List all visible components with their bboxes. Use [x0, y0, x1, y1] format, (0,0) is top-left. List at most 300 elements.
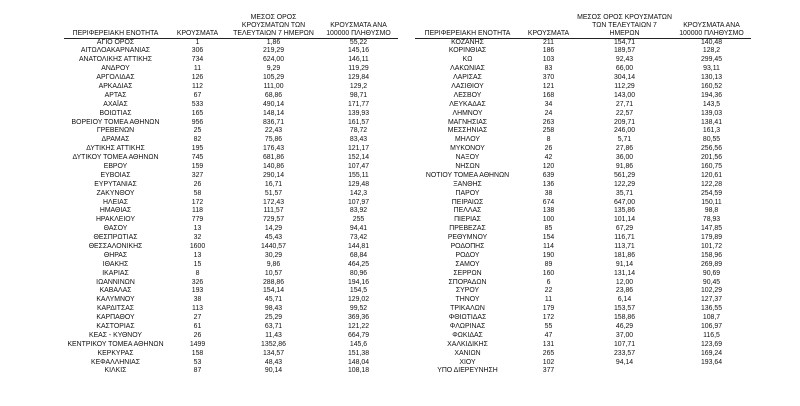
per-100k-cell: 121,22: [347, 322, 370, 330]
per-100k-cell: 256,56: [700, 145, 723, 153]
regional-unit-cell: ΑΧΑΪΑΣ: [103, 100, 128, 108]
seven-day-average-cell: 153,57: [613, 305, 636, 313]
cases-cell: 114: [543, 242, 554, 250]
cases-cell: 258: [542, 127, 555, 135]
seven-day-average-cell: 92,43: [615, 56, 634, 64]
cases-cell: 136: [542, 180, 555, 188]
seven-day-average-cell: 48,43: [264, 358, 283, 366]
table-row: [64, 305, 398, 314]
per-100k-cell: 179,89: [700, 234, 723, 242]
cases-cell: 126: [191, 74, 204, 82]
table-row: [415, 83, 751, 92]
cases-cell: 26: [193, 331, 202, 339]
cases-cell: 13: [193, 251, 202, 259]
header-cases: ΚΡΟΥΣΜΑΤΑ: [520, 14, 577, 39]
table-row: [415, 234, 751, 243]
regional-unit-cell: ΗΛΕΙΑΣ: [103, 198, 128, 206]
regional-unit-cell: ΧΑΝΙΩΝ: [454, 349, 481, 357]
seven-day-average-cell: 9,29: [266, 65, 281, 73]
table-row: [415, 252, 751, 261]
regional-unit-cell: ΑΡΚΑΔΙΑΣ: [98, 82, 133, 90]
cases-cell: 102: [542, 358, 555, 366]
seven-day-average-cell: 10,57: [264, 269, 283, 277]
regional-unit-cell: ΑΡΓΟΛΙΔΑΣ: [96, 74, 135, 82]
table-row: [64, 367, 398, 376]
seven-day-average-cell: 836,71: [262, 118, 285, 126]
cases-cell: 27: [193, 314, 202, 322]
cases-cell: 38: [544, 189, 553, 197]
per-100k-cell: 269,89: [700, 260, 723, 268]
regional-unit-cell: ΚΩ: [462, 56, 473, 64]
per-100k-cell: 83,92: [349, 207, 368, 215]
regional-unit-cell: ΣΥΡΟΥ: [455, 287, 480, 295]
regional-unit-cell: ΚΟΡΙΝΘΙΑΣ: [448, 47, 487, 55]
header-regional-unit: ΠΕΡΙΦΕΡΕΙΑΚΗ ΕΝΟΤΗΤΑ: [64, 14, 167, 39]
per-100k-cell: 171,77: [347, 100, 370, 108]
cases-cell: 1499: [189, 340, 206, 348]
table-row: [415, 279, 751, 288]
per-100k-cell: 122,28: [700, 180, 723, 188]
cases-cell: 11: [544, 296, 553, 304]
regional-unit-cell: ΑΓΙΟ ΟΡΟΣ: [96, 38, 135, 46]
seven-day-average-cell: 51,57: [264, 189, 283, 197]
table-row: [415, 350, 751, 359]
per-100k-cell: 664,79: [347, 331, 370, 339]
seven-day-average-cell: 6,14: [617, 296, 632, 304]
per-100k-cell: 138,41: [700, 118, 723, 126]
table-row: [64, 314, 398, 323]
cases-cell: 8: [195, 269, 200, 277]
per-100k-cell: 101,72: [700, 242, 723, 250]
table-row: [64, 341, 398, 350]
regional-unit-cell: ΜΕΣΣΗΝΙΑΣ: [447, 127, 488, 135]
per-100k-cell: 145,16: [347, 47, 370, 55]
per-100k-cell: 73,42: [349, 234, 368, 242]
cases-cell: 138: [542, 207, 555, 215]
per-100k-cell: 194,16: [347, 278, 370, 286]
seven-day-average-cell: 22,43: [264, 127, 283, 135]
per-100k-cell: 83,43: [349, 136, 368, 144]
regional-unit-cell: ΚΟΖΑΝΗΣ: [451, 38, 484, 46]
seven-day-average-cell: 27,86: [615, 145, 634, 153]
table-row: [64, 252, 398, 261]
cases-cell: 121: [542, 82, 555, 90]
per-100k-cell: 99,52: [349, 305, 368, 313]
per-100k-cell: 107,47: [347, 162, 370, 170]
seven-day-average-cell: 14,29: [264, 225, 283, 233]
table-row: [415, 367, 751, 376]
per-100k-cell: 299,45: [700, 56, 723, 64]
seven-day-average-cell: 154,71: [613, 38, 636, 46]
table-row: [64, 350, 398, 359]
cases-cell: 1: [195, 38, 200, 46]
table-row: [415, 39, 751, 48]
seven-day-average-cell: 63,71: [264, 322, 283, 330]
per-100k-cell: 193,64: [700, 358, 723, 366]
seven-day-average-cell: 304,14: [613, 74, 636, 82]
regional-unit-cell: ΙΩΑΝΝΙΝΩΝ: [96, 278, 135, 286]
seven-day-average-cell: 66,00: [615, 65, 634, 73]
per-100k-cell: 144,81: [347, 242, 370, 250]
seven-day-average-cell: 75,86: [264, 136, 283, 144]
cases-cell: 306: [191, 47, 204, 55]
per-100k-cell: 255: [352, 216, 365, 224]
seven-day-average-cell: 25,29: [264, 314, 283, 322]
cases-cell: 53: [193, 358, 202, 366]
header-cases-per-100k: ΚΡΟΥΣΜΑΤΑ ΑΝΑ 100000 ΠΛΗΘΥΣΜΟ: [672, 14, 751, 39]
regional-unit-cell: ΠΑΡΟΥ: [455, 189, 480, 197]
table-row: [64, 101, 398, 110]
regional-unit-cell: ΛΗΜΝΟΥ: [452, 109, 483, 117]
seven-day-average-cell: 91,86: [615, 162, 634, 170]
regional-unit-cell: ΦΩΚΙΔΑΣ: [452, 331, 483, 339]
table-row: [64, 359, 398, 368]
table-row: [415, 216, 751, 225]
regional-unit-cell: ΚΑΣΤΟΡΙΑΣ: [96, 322, 135, 330]
seven-day-average-cell: 729,57: [262, 216, 285, 224]
seven-day-average-cell: 122,29: [613, 180, 636, 188]
regional-unit-cell: ΠΕΛΛΑΣ: [453, 207, 482, 215]
regional-unit-cell: ΝΑΞΟΥ: [455, 154, 480, 162]
per-100k-cell: 98,71: [349, 91, 368, 99]
per-100k-cell: 121,17: [347, 145, 370, 153]
cases-cell: 34: [544, 100, 553, 108]
cases-cell: 120: [542, 162, 555, 170]
regional-unit-cell: ΚΕΝΤΡΙΚΟΥ ΤΟΜΕΑ ΑΘΗΝΩΝ: [67, 340, 164, 348]
regional-unit-cell: ΥΠΟ ΔΙΕΡΕΥΝΗΣΗ: [437, 367, 498, 375]
per-100k-cell: 136,55: [700, 305, 723, 313]
table-row: [64, 216, 398, 225]
seven-day-average-cell: 45,43: [264, 234, 283, 242]
seven-day-average-cell: 624,00: [262, 56, 285, 64]
regional-unit-cell: ΗΡΑΚΛΕΙΟΥ: [95, 216, 136, 224]
regional-unit-cell: ΚΙΛΚΙΣ: [104, 367, 127, 375]
table-row: [415, 65, 751, 74]
cases-cell: 168: [542, 91, 555, 99]
regional-unit-cell: ΣΕΡΡΩΝ: [453, 269, 482, 277]
table-row: [415, 154, 751, 163]
per-100k-cell: 102,29: [700, 287, 723, 295]
table-row: [64, 190, 398, 199]
per-100k-cell: 123,69: [700, 340, 723, 348]
cases-cell: 103: [542, 56, 555, 64]
table-row: [415, 359, 751, 368]
cases-cell: 58: [193, 189, 202, 197]
table-row: [415, 101, 751, 110]
cases-cell: 326: [191, 278, 204, 286]
regional-unit-cell: ΚΑΛΥΜΝΟΥ: [96, 296, 135, 304]
table-row: [415, 305, 751, 314]
regional-unit-cell: ΠΕΙΡΑΙΩΣ: [451, 198, 484, 206]
per-100k-cell: 129,2: [349, 82, 368, 90]
per-100k-cell: 120,61: [700, 171, 723, 179]
seven-day-average-cell: 46,29: [615, 322, 634, 330]
cases-cell: 83: [544, 65, 553, 73]
seven-day-average-cell: 16,71: [264, 180, 283, 188]
cases-cell: 61: [193, 322, 202, 330]
cases-cell: 160: [542, 269, 555, 277]
cases-cell: 172: [542, 314, 555, 322]
regional-unit-cell: ΑΝΔΡΟΥ: [101, 65, 130, 73]
header-7day-average: ΜΕΣΟΣ ΟΡΟΣ ΚΡΟΥΣΜΑΤΩΝ ΤΩΝ ΤΕΛΕΥΤΑΙΩΝ 7 ΗΜΕΡΩΝ: [228, 14, 319, 39]
table-row: [64, 279, 398, 288]
regional-unit-cell: ΒΟΡΕΙΟΥ ΤΟΜΕΑ ΑΘΗΝΩΝ: [71, 118, 160, 126]
per-100k-cell: 90,69: [702, 269, 721, 277]
table-row: [415, 243, 751, 252]
per-100k-cell: 129,48: [347, 180, 370, 188]
seven-day-average-cell: 176,43: [262, 145, 285, 153]
table-row: [64, 47, 398, 56]
table-row: [415, 270, 751, 279]
per-100k-cell: 201,56: [700, 154, 723, 162]
seven-day-average-cell: 189,57: [613, 47, 636, 55]
per-100k-cell: 151,38: [347, 349, 370, 357]
per-100k-cell: 146,11: [348, 56, 369, 64]
seven-day-average-cell: 112,29: [614, 82, 635, 90]
table-row: [415, 56, 751, 65]
cases-cell: 6: [546, 278, 551, 286]
seven-day-average-cell: 68,86: [264, 91, 283, 99]
cases-cell: 8: [546, 136, 551, 144]
table-row: [64, 181, 398, 190]
per-100k-cell: 78,93: [702, 216, 721, 224]
regional-unit-cell: ΓΡΕΒΕΝΩΝ: [96, 127, 135, 135]
regional-unit-cell: ΘΕΣΠΡΩΤΙΑΣ: [93, 234, 138, 242]
table-row: [64, 110, 398, 119]
cases-cell: 24: [544, 109, 553, 117]
cases-cell: 734: [191, 56, 204, 64]
seven-day-average-cell: 9,86: [266, 260, 281, 268]
regional-unit-cell: ΝΗΣΩΝ: [455, 162, 480, 170]
per-100k-cell: 369,36: [347, 314, 370, 322]
regional-unit-cell: ΝΟΤΙΟΥ ΤΟΜΕΑ ΑΘΗΝΩΝ: [425, 171, 510, 179]
cases-cell: 38: [193, 296, 202, 304]
seven-day-average-cell: [577, 367, 672, 376]
regional-unit-cell: ΙΚΑΡΙΑΣ: [102, 269, 129, 277]
regional-unit-cell: ΧΙΟΥ: [459, 358, 476, 366]
per-100k-cell: 94,41: [349, 225, 368, 233]
table-row: [415, 199, 751, 208]
cases-cell: 190: [542, 251, 555, 259]
seven-day-average-cell: 561,29: [613, 171, 636, 179]
per-100k-cell: 161,57: [347, 118, 370, 126]
regional-unit-cell: ΑΝΑΤΟΛΙΚΗΣ ΑΤΤΙΚΗΣ: [78, 56, 153, 64]
per-100k-cell: 139,93: [347, 109, 370, 117]
per-100k-cell: 106,97: [700, 322, 723, 330]
cases-cell: 26: [544, 145, 553, 153]
cases-cell: 1600: [189, 242, 206, 250]
per-100k-cell: 98,8: [704, 207, 719, 215]
table-row: [415, 119, 751, 128]
regional-unit-cell: ΤΡΙΚΑΛΩΝ: [450, 305, 485, 313]
table-row: [415, 332, 751, 341]
seven-day-average-cell: 490,14: [262, 100, 285, 108]
table-row: [415, 181, 751, 190]
table-row: [64, 270, 398, 279]
cases-cell: 179: [542, 305, 555, 313]
regional-unit-cell: ΕΒΡΟΥ: [103, 162, 128, 170]
header-regional-unit: ΠΕΡΙΦΕΡΕΙΑΚΗ ΕΝΟΤΗΤΑ: [415, 14, 520, 39]
regional-unit-cell: ΧΑΛΚΙΔΙΚΗΣ: [447, 340, 488, 348]
regional-unit-cell: ΜΗΛΟΥ: [455, 136, 480, 144]
regional-unit-cell: ΑΡΤΑΣ: [104, 91, 127, 99]
table-row: [64, 39, 398, 48]
per-100k-cell: 90,45: [702, 278, 721, 286]
per-100k-cell: 154,5: [349, 287, 368, 295]
regional-unit-cell: ΦΛΩΡΙΝΑΣ: [449, 322, 486, 330]
regional-unit-cell: ΛΑΣΙΘΙΟΥ: [451, 82, 484, 90]
regional-unit-cell: ΠΙΕΡΙΑΣ: [454, 216, 481, 224]
table-row: [64, 261, 398, 270]
seven-day-average-cell: 154,14: [262, 287, 285, 295]
cases-cell: 89: [544, 260, 553, 268]
seven-day-average-cell: 30,29: [264, 251, 283, 259]
seven-day-average-cell: 35,71: [615, 189, 634, 197]
per-100k-cell: 119,29: [348, 65, 369, 73]
seven-day-average-cell: 12,00: [615, 278, 634, 286]
cases-cell: 26: [193, 180, 202, 188]
cases-cell: 263: [542, 118, 555, 126]
table-row: [415, 341, 751, 350]
per-100k-cell: 80,96: [349, 269, 368, 277]
cases-cell: 154: [542, 234, 555, 242]
cases-cell: 15: [193, 260, 202, 268]
seven-day-average-cell: 67,29: [615, 225, 634, 233]
cases-cell: 159: [191, 162, 204, 170]
per-100k-cell: 116,5: [703, 331, 720, 339]
cases-cell: 533: [191, 100, 204, 108]
cases-cell: 82: [193, 136, 202, 144]
per-100k-cell: 107,97: [347, 198, 370, 206]
regional-unit-cell: ΛΕΥΚΑΔΑΣ: [449, 100, 486, 108]
per-100k-cell: 93,11: [703, 65, 720, 73]
table-row: [415, 74, 751, 83]
per-100k-cell: 108,18: [347, 367, 370, 375]
regional-unit-cell: ΚΑΡΔΙΤΣΑΣ: [96, 305, 135, 313]
per-100k-cell: 140,48: [700, 38, 723, 46]
cases-cell: 327: [191, 171, 204, 179]
regional-unit-cell: ΘΑΣΟΥ: [103, 225, 128, 233]
header-7day-average: ΜΕΣΟΣ ΟΡΟΣ ΚΡΟΥΣΜΑΤΩΝ ΤΩΝ ΤΕΛΕΥΤΑΙΩΝ 7 ΗΜΕΡΩΝ: [577, 14, 672, 37]
table-row: [415, 163, 751, 172]
regional-unit-cell: ΚΕΑΣ - ΚΥΘΝΟΥ: [88, 331, 143, 339]
header-row: [415, 14, 751, 39]
regional-unit-cell: ΔΡΑΜΑΣ: [101, 136, 130, 144]
per-100k-cell: 55,22: [349, 38, 368, 46]
table-row: [64, 243, 398, 252]
regional-unit-cell: ΙΘΑΚΗΣ: [102, 260, 129, 268]
table-row: [64, 234, 398, 243]
table-row: [64, 136, 398, 145]
regional-unit-cell: ΡΟΔΟΠΗΣ: [450, 242, 485, 250]
table-row: [415, 314, 751, 323]
cases-cell: 745: [191, 154, 204, 162]
seven-day-average-cell: 219,29: [262, 47, 285, 55]
table-row: [64, 56, 398, 65]
per-100k-cell: 148,04: [347, 358, 370, 366]
regional-unit-cell: ΛΕΣΒΟΥ: [453, 91, 482, 99]
seven-day-average-cell: 158,86: [613, 314, 636, 322]
per-100k-cell: 143,5: [702, 100, 721, 108]
seven-day-average-cell: 22,57: [615, 109, 634, 117]
per-100k-cell: 78,72: [349, 127, 368, 135]
table-row: [415, 323, 751, 332]
per-100k-cell: 169,24: [700, 349, 723, 357]
per-100k-cell: 158,96: [700, 251, 723, 259]
table-row: [64, 323, 398, 332]
table-row: [64, 119, 398, 128]
seven-day-average-cell: 90,14: [264, 367, 283, 375]
seven-day-average-cell: 23,86: [615, 287, 634, 295]
regional-unit-cell: ΖΑΚΥΝΘΟΥ: [96, 189, 135, 197]
table-row: [415, 92, 751, 101]
seven-day-average-cell: 116,71: [614, 234, 635, 242]
per-100k-cell: 464,25: [347, 260, 370, 268]
table-row: [64, 332, 398, 341]
cases-cell: 131: [542, 340, 555, 348]
per-100k-cell: 142,3: [349, 189, 368, 197]
regional-unit-cell: ΚΑΡΠΑΘΟΥ: [96, 314, 135, 322]
table-row: [64, 172, 398, 181]
seven-day-average-cell: 111,00: [263, 82, 284, 90]
cases-cell: 186: [542, 47, 555, 55]
regional-unit-cell: ΒΟΙΩΤΙΑΣ: [99, 109, 132, 117]
table-row: [64, 145, 398, 154]
cases-cell: 370: [542, 74, 555, 82]
cases-cell: 172: [191, 198, 204, 206]
cases-cell: 32: [193, 234, 202, 242]
table-row: [64, 207, 398, 216]
right-cases-table: [415, 14, 751, 376]
per-100k-cell: 129,84: [347, 74, 370, 82]
regional-unit-cell: ΘΕΣΣΑΛΟΝΙΚΗΣ: [88, 242, 143, 250]
regional-unit-cell: ΘΗΡΑΣ: [103, 251, 128, 259]
regional-unit-cell: ΔΥΤΙΚΟΥ ΤΟΜΕΑ ΑΘΗΝΩΝ: [72, 154, 159, 162]
seven-day-average-cell: 209,71: [613, 118, 636, 126]
cases-cell: 377: [542, 367, 555, 375]
table-row: [64, 65, 398, 74]
seven-day-average-cell: 288,86: [262, 278, 285, 286]
per-100k-cell: 160,52: [700, 82, 723, 90]
per-100k-cell: 155,11: [348, 171, 369, 179]
cases-cell: 112: [192, 82, 203, 90]
cases-cell: 22: [544, 287, 553, 295]
cases-cell: 165: [191, 109, 204, 117]
regional-unit-cell: ΤΗΝΟΥ: [455, 296, 480, 304]
cases-cell: 85: [544, 225, 553, 233]
cases-cell: 87: [193, 367, 202, 375]
regional-unit-cell: ΠΡΕΒΕΖΑΣ: [449, 225, 486, 233]
seven-day-average-cell: 647,00: [613, 198, 636, 206]
cases-cell: 195: [191, 145, 204, 153]
seven-day-average-cell: 105,29: [262, 74, 285, 82]
per-100k-cell: [672, 367, 751, 376]
seven-day-average-cell: 181,86: [613, 251, 636, 259]
table-row: [64, 74, 398, 83]
cases-cell: 55: [544, 322, 553, 330]
table-row: [64, 163, 398, 172]
table-row: [415, 136, 751, 145]
cases-cell: 13: [193, 225, 202, 233]
regional-unit-cell: ΣΠΟΡΑΔΩΝ: [448, 278, 487, 286]
seven-day-average-cell: 1440,57: [261, 242, 286, 250]
per-100k-cell: 108,7: [702, 314, 721, 322]
seven-day-average-cell: 135,86: [613, 207, 636, 215]
per-100k-cell: 127,37: [700, 296, 723, 304]
header-row: [64, 14, 398, 39]
cases-cell: 47: [544, 331, 553, 339]
cases-cell: 674: [542, 198, 555, 206]
